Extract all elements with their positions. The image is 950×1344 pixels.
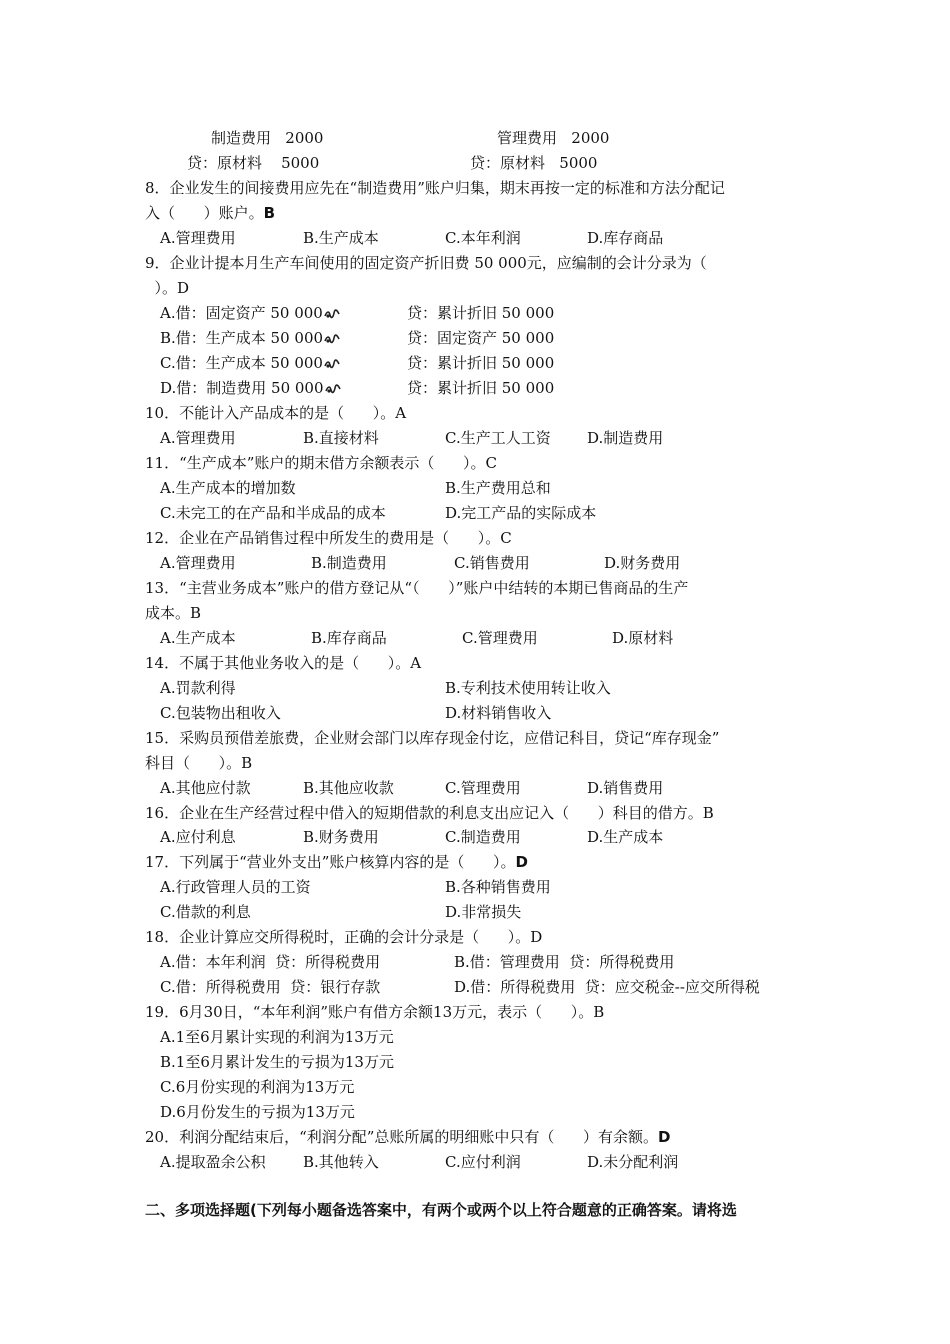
q8-option-d: D.库存商品 (587, 229, 664, 247)
q14-option-c: C.包装物出租收入 (160, 704, 281, 722)
question-15-stem: 15．采购员预借差旅费，企业财会部门以库存现金付讫，应借记科目，贷记“库存现金” (145, 729, 720, 747)
q16-option-c: C.制造费用 (445, 828, 521, 846)
q20-option-d: D.未分配利润 (587, 1153, 679, 1171)
question-8-stem: 8．企业发生的间接费用应先在“制造费用”账户归集，期末再按一定的标准和方法分配记 (145, 179, 725, 197)
question-13-stem: 13．“主营业务成本”账户的借方登记从“（ ）”账户中结转的本期已售商品的生产 (145, 579, 689, 597)
q18-option-c: C.借：所得税费用 贷：银行存款 (160, 978, 381, 996)
q14-option-d: D.材料销售收入 (445, 704, 552, 722)
q15-option-b: B.其他应收款 (303, 779, 394, 797)
question-9-stem-cont: ）。D (145, 279, 190, 297)
q12-option-a: A.管理费用 (160, 554, 236, 572)
question-17-stem: 17．下列属于“营业外支出”账户核算内容的是（ ）。D (145, 853, 528, 871)
question-14-stem: 14．不属于其他业务收入的是（ ）。A (145, 654, 422, 672)
q10-option-c: C.生产工人工资 (445, 429, 551, 447)
entry-right-credit: 贷：原材料 5000 (470, 154, 598, 172)
q12-option-b: B.制造费用 (311, 554, 387, 572)
question-12-stem: 12．企业在产品销售过程中所发生的费用是（ ）。C (145, 529, 512, 547)
q15-option-c: C.管理费用 (445, 779, 521, 797)
q9-option-a-debit: A.借：固定资产 50 000 (160, 303, 340, 323)
question-9-stem: 9．企业计提本月生产车间使用的固定资产折旧费 50 000元，应编制的会计分录为（ (145, 254, 707, 272)
q15-option-d: D.销售费用 (587, 779, 664, 797)
q17-option-a: A.行政管理人员的工资 (160, 878, 311, 896)
q9-option-a-credit: 贷：累计折旧 50 000 (407, 304, 555, 322)
q9-option-d-debit: D.借：制造费用 50 000 (160, 378, 341, 398)
q13-option-c: C.管理费用 (462, 629, 538, 647)
q17-option-b: B.各种销售费用 (445, 878, 551, 896)
q15-option-a: A.其他应付款 (160, 779, 251, 797)
q9-option-b-credit: 贷：固定资产 50 000 (407, 329, 555, 347)
q17-option-c: C.借款的利息 (160, 903, 251, 921)
q9-option-c-credit: 贷：累计折旧 50 000 (407, 354, 555, 372)
entry-left-debit: 制造费用 2000 (211, 129, 324, 147)
question-10-stem: 10．不能计入产品成本的是（ ）。A (145, 404, 407, 422)
q19-option-b: B.1至6月累计发生的亏损为13万元 (160, 1053, 394, 1071)
question-8-answer: B (263, 204, 276, 222)
q10-option-b: B.直接材料 (303, 429, 379, 447)
q18-option-d: D.借：所得税费用 贷：应交税金--应交所得税 (454, 978, 760, 996)
question-8-stem-cont: 入（ ）账户。B (145, 204, 276, 222)
q8-option-a: A.管理费用 (160, 229, 236, 247)
pen-scribble-icon (324, 357, 340, 369)
q20-option-b: B.其他转入 (303, 1153, 379, 1171)
entry-left-credit: 贷：原材料 5000 (187, 154, 320, 172)
question-15-stem-cont: 科目（ ）。B (145, 754, 253, 772)
q19-option-a: A.1至6月累计实现的利润为13万元 (160, 1028, 394, 1046)
q18-option-a: A.借：本年利润 贷：所得税费用 (160, 953, 381, 971)
question-16-stem: 16．企业在生产经营过程中借入的短期借款的利息支出应记入（ ）科目的借方。B (145, 804, 714, 822)
q11-option-c: C.未完工的在产品和半成品的成本 (160, 504, 386, 522)
q13-option-d: D.原材料 (612, 629, 674, 647)
q20-option-a: A.提取盈余公积 (160, 1153, 266, 1171)
pen-scribble-icon (325, 382, 341, 394)
question-17-answer: D (515, 853, 528, 871)
q9-option-d-credit: 贷：累计折旧 50 000 (407, 379, 555, 397)
q11-option-d: D.完工产品的实际成本 (445, 504, 597, 522)
pen-scribble-icon (324, 332, 340, 344)
q20-option-c: C.应付利润 (445, 1153, 521, 1171)
q10-option-a: A.管理费用 (160, 429, 236, 447)
entry-right-debit: 管理费用 2000 (497, 129, 610, 147)
q9-option-b-debit: B.借：生产成本 50 000 (160, 328, 340, 348)
q19-option-c: C.6月份实现的利润为13万元 (160, 1078, 355, 1096)
question-18-stem: 18．企业计算应交所得税时，正确的会计分录是（ ）。D (145, 928, 543, 946)
q16-option-b: B.财务费用 (303, 828, 379, 846)
question-19-stem: 19．6月30日，“本年利润”账户有借方余额13万元，表示（ ）。B (145, 1003, 605, 1021)
q17-option-d: D.非常损失 (445, 903, 522, 921)
q10-option-d: D.制造费用 (587, 429, 664, 447)
q13-option-a: A.生产成本 (160, 629, 236, 647)
q18-option-b: B.借：管理费用 贷：所得税费用 (454, 953, 675, 971)
q13-option-b: B.库存商品 (311, 629, 387, 647)
q8-option-b: B.生产成本 (303, 229, 379, 247)
q12-option-c: C.销售费用 (454, 554, 530, 572)
question-13-stem-cont: 成本。B (145, 604, 202, 622)
q16-option-a: A.应付利息 (160, 828, 236, 846)
q14-option-a: A.罚款利得 (160, 679, 236, 697)
q11-option-b: B.生产费用总和 (445, 479, 551, 497)
q11-option-a: A.生产成本的增加数 (160, 479, 296, 497)
pen-scribble-icon (324, 307, 340, 319)
question-20-answer: D (658, 1128, 671, 1146)
q9-option-c-debit: C.借：生产成本 50 000 (160, 353, 340, 373)
q8-option-c: C.本年利润 (445, 229, 521, 247)
q14-option-b: B.专利技术使用转让收入 (445, 679, 611, 697)
question-20-stem: 20．利润分配结束后，“利润分配”总账所属的明细账中只有（ ）有余额。D (145, 1128, 671, 1146)
q19-option-d: D.6月份发生的亏损为13万元 (160, 1103, 355, 1121)
q12-option-d: D.财务费用 (604, 554, 681, 572)
q16-option-d: D.生产成本 (587, 828, 664, 846)
section-2-heading: 二、多项选择题(下列每小题备选答案中，有两个或两个以上符合题意的正确答案。请将选 (145, 1201, 737, 1219)
question-11-stem: 11．“生产成本”账户的期末借方余额表示（ ）。C (145, 454, 498, 472)
